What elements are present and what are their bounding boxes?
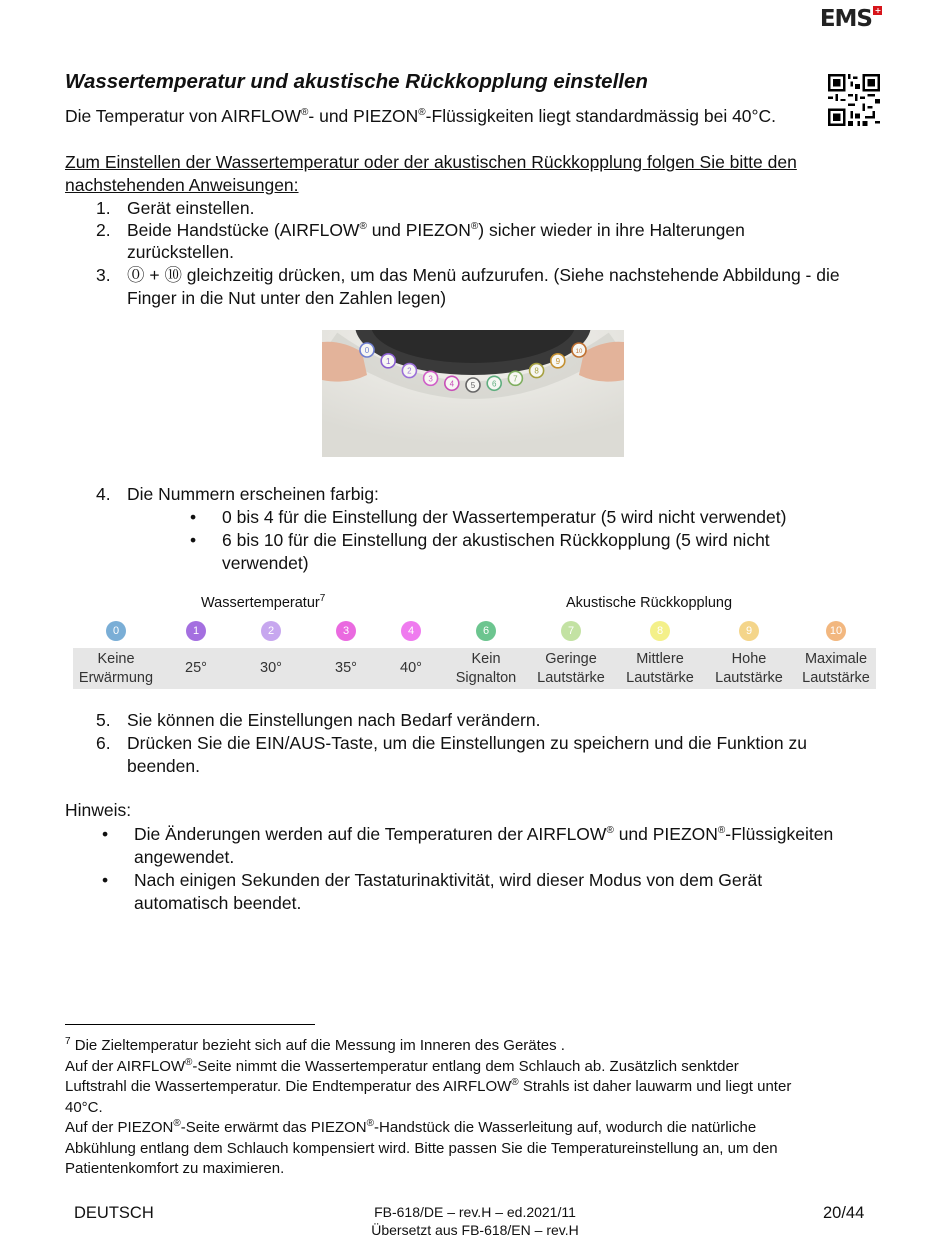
setting-label-9: Hohe Lautstärke — [715, 650, 783, 686]
setting-number-0: 0 — [106, 621, 126, 641]
footer-doc-reference: FB-618/DE – rev.H – ed.2021/11 — [374, 1204, 576, 1220]
step-number: 4. — [96, 484, 111, 504]
setting-label-0: Keine Erwärmung — [78, 650, 154, 686]
keypad-button-9 — [551, 354, 565, 368]
instructions-heading-line1: Zum Einstellen der Wassertemperatur oder der akustischen Rückkopplung folgen Sie bitte den — [65, 152, 797, 172]
ems-logo: EMS + — [819, 6, 881, 32]
keypad-button-5 — [466, 378, 480, 392]
bullet-icon: • — [190, 507, 197, 527]
svg-text:8: 8 — [534, 366, 539, 376]
setting-label-8: Mittlere Lautstärke — [626, 650, 694, 686]
setting-label-3: 35° — [335, 660, 357, 676]
step-number: 3. — [96, 265, 111, 285]
keypad-button-2 — [402, 364, 416, 378]
setting-number-10: 10 — [826, 621, 846, 641]
keypad-button-1 — [381, 354, 395, 368]
footnote-line: Auf der PIEZON®-Seite erwärmt das PIEZON®-Handstück die Wasserleitung auf, wodurch die natürliche — [65, 1118, 757, 1136]
note-bullet-2-continued: automatisch beendet. — [134, 893, 302, 913]
footer-translation-reference: Übersetzt aus FB-618/EN – rev.H — [371, 1222, 579, 1238]
qr-code — [828, 74, 880, 126]
bullet-temperature-range: 0 bis 4 für die Einstellung der Wassertemperatur (5 wird nicht verwendet) — [222, 507, 787, 527]
setting-label-10: Maximale Lautstärke — [802, 650, 870, 686]
svg-text:10: 10 — [575, 349, 583, 355]
bullet-feedback-range-continued: verwendet) — [222, 553, 309, 573]
setting-label-7: Geringe Lautstärke — [537, 650, 605, 686]
water-temperature-header: Wassertemperatur$^7$ — [201, 593, 326, 611]
setting-label-6: Kein Signalton — [455, 650, 517, 686]
step-number: 1. — [96, 198, 111, 218]
setting-number-8: 8 — [650, 621, 670, 641]
footnote-line: Auf der AIRFLOW®-Seite nimmt die Wassertemperatur entlang dem Schlauch ab. Zusätzlich senktder — [65, 1057, 739, 1075]
step-6-continued: beenden. — [127, 756, 200, 776]
keypad-button-10 — [572, 343, 586, 357]
bullet-icon: • — [102, 870, 109, 890]
setting-number-9: 9 — [739, 621, 759, 641]
step-1: Gerät einstellen. — [127, 198, 255, 218]
setting-number-7: 7 — [561, 621, 581, 641]
svg-text:2: 2 — [407, 366, 412, 376]
setting-number-6: 6 — [476, 621, 496, 641]
svg-text:3: 3 — [428, 374, 433, 384]
step-2: Beide Handstücke (AIRFLOW® und PIEZON®) sicher wieder in ihre Halterungen — [127, 220, 745, 240]
step-3-continued: Finger in die Nut unter den Zahlen legen) — [127, 288, 447, 308]
footer-page-number: 20/44 — [823, 1204, 865, 1222]
bullet-feedback-range: 6 bis 10 für die Einstellung der akustischen Rückkopplung (5 wird nicht — [222, 530, 770, 550]
note-bullet-2: Nach einigen Sekunden der Tastaturinaktivität, wird dieser Modus von dem Gerät — [134, 870, 763, 890]
footnote-line: Abkühlung entlang dem Schlauch kompensiert wird. Bitte passen Sie die Temperatureinstellung an, um den — [65, 1140, 778, 1157]
footnote-divider — [65, 1024, 315, 1025]
page-title: Wassertemperatur und akustische Rückkopplung einstellen — [65, 70, 648, 93]
acoustic-feedback-header: Akustische Rückkopplung — [566, 595, 733, 611]
keypad-button-0 — [360, 343, 374, 357]
step-number: 5. — [96, 710, 111, 730]
bullet-icon: • — [102, 824, 109, 844]
setting-label-2: 30° — [260, 660, 282, 676]
note-bullet-1-continued: angewendet. — [134, 847, 235, 867]
footer-language: DEUTSCH — [74, 1204, 154, 1222]
step-2-continued: zurückstellen. — [127, 242, 234, 262]
step-5: Sie können die Einstellungen nach Bedarf verändern. — [127, 710, 541, 730]
footnote-line: Patientenkomfort zu maximieren. — [65, 1160, 285, 1177]
note-heading: Hinweis: — [65, 800, 132, 820]
setting-number-3: 3 — [336, 621, 356, 641]
intro-text: Die Temperatur von AIRFLOW®- und PIEZON®-Flüssigkeiten liegt standardmässig bei 40°C. — [65, 106, 777, 126]
svg-text:6: 6 — [491, 379, 497, 389]
step-number: 2. — [96, 220, 111, 240]
footnote-line: Luftstrahl die Wassertemperatur. Die Endtemperatur des AIRFLOW® Strahls ist daher lauwarm und liegt unter — [65, 1077, 792, 1095]
step-4: Die Nummern erscheinen farbig: — [127, 484, 379, 504]
instructions-heading-line2: nachstehenden Anweisungen: — [65, 175, 299, 195]
bullet-icon: • — [190, 530, 197, 550]
device-keypad-photo — [322, 330, 624, 457]
footnote-line: 40°C. — [65, 1099, 103, 1116]
setting-number-4: 4 — [401, 621, 421, 641]
setting-label-4: 40° — [400, 660, 422, 676]
keypad-button-8 — [530, 364, 544, 378]
setting-number-1: 1 — [186, 621, 206, 641]
setting-label-1: 25° — [185, 660, 207, 676]
keypad-button-3 — [424, 371, 438, 385]
keypad-button-6 — [487, 376, 501, 390]
footnote-line: $^7$ Die Zieltemperatur bezieht sich auf die Messung im Inneren des Gerätes . — [65, 1036, 565, 1054]
svg-text:0: 0 — [364, 346, 370, 355]
note-bullet-1: Die Änderungen werden auf die Temperaturen der AIRFLOW® und PIEZON®-Flüssigkeiten — [134, 824, 834, 844]
svg-text:5: 5 — [470, 381, 476, 390]
svg-text:1: 1 — [385, 356, 391, 366]
keypad-button-4 — [445, 376, 459, 390]
step-6: Drücken Sie die EIN/AUS-Taste, um die Einstellungen zu speichern und die Funktion zu — [127, 733, 807, 753]
svg-text:9: 9 — [555, 356, 561, 366]
svg-text:7: 7 — [513, 374, 518, 384]
svg-text:4: 4 — [449, 379, 455, 389]
setting-number-2: 2 — [261, 621, 281, 641]
step-number: 6. — [96, 733, 111, 753]
swiss-flag-icon: + — [874, 6, 881, 15]
step-3: ⓪ + ⑩ gleichzeitig drücken, um das Menü aufzurufen. (Siehe nachstehende Abbildung - die — [127, 265, 840, 285]
keypad-button-7 — [508, 371, 522, 385]
